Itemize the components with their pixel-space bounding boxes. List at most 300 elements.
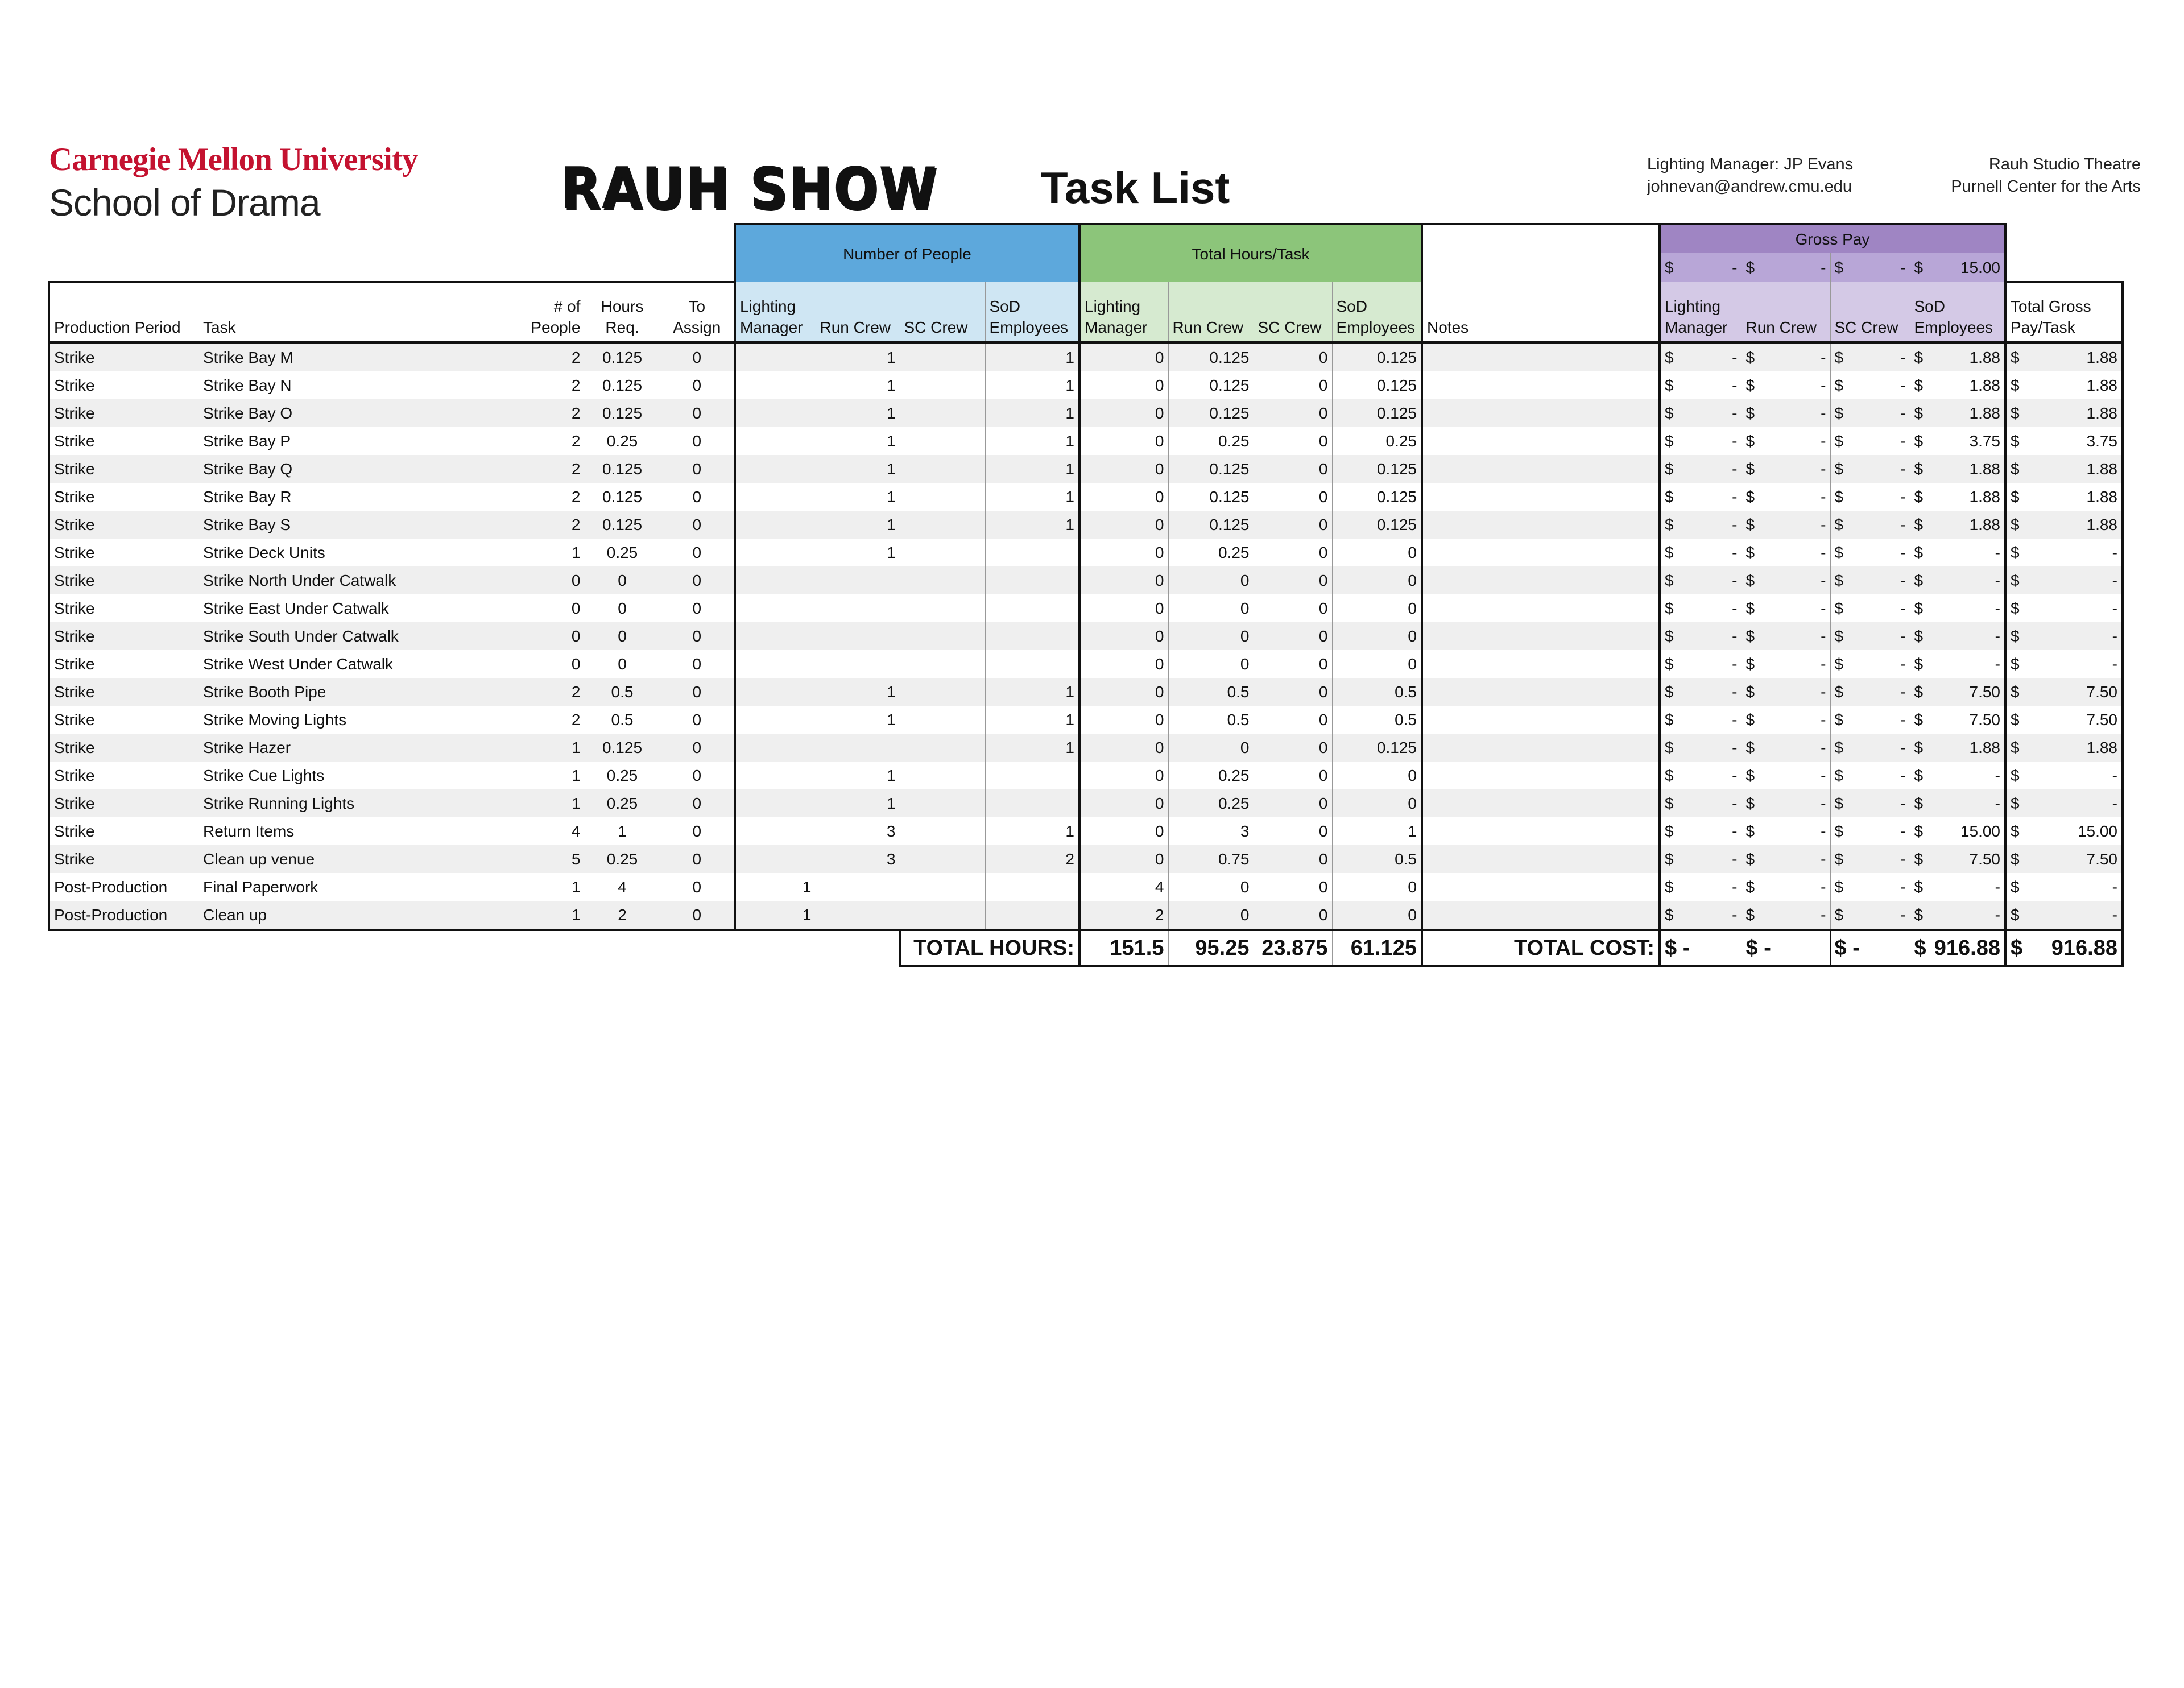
cell-pay-sod: $ 1.88 [1910, 483, 2005, 511]
cell-pay-sod: $ 1.88 [1910, 734, 2005, 762]
cell-pay-run: $ - [1742, 678, 1830, 706]
cell-num-people: 2 [571, 377, 581, 394]
university-name: Carnegie Mellon University [49, 142, 418, 177]
cell-task: Strike West Under Catwalk [203, 655, 394, 673]
cell-total-gross: $ 3.75 [2005, 427, 2123, 455]
cell-pay-run: $ - [1742, 455, 1830, 483]
cell-task: Strike North Under Catwalk [199, 566, 506, 594]
cell-people-sc [900, 594, 985, 622]
cell-period: Strike [49, 399, 199, 427]
rate-lighting-manager: $ - [1660, 253, 1742, 282]
cell-pay-sc: $ - [1830, 511, 1910, 539]
task-table [48, 223, 2124, 967]
cell-people-run: 3 [816, 845, 900, 873]
cell-hours-run: 0.5 [1168, 706, 1254, 734]
total-cost-label: TOTAL COST: [1422, 930, 1660, 966]
cell-task: Clean up [199, 901, 506, 930]
cell-period: Strike [49, 371, 199, 399]
cell-pay-lm: $ - [1665, 599, 1738, 617]
cell-pay-run: $ - [1742, 371, 1830, 399]
cell-hours-run: 0.5 [1168, 678, 1254, 706]
cell-hours-lm: 0 [1079, 845, 1168, 873]
cell-pay-run: $ - [1742, 734, 1830, 762]
manager-email[interactable]: johnevan@andrew.cmu.edu [1647, 177, 1852, 196]
cell-notes[interactable] [1422, 511, 1660, 539]
cell-notes[interactable] [1422, 817, 1660, 845]
cell-people-sod: 1 [985, 678, 1079, 706]
cell-to-assign: 0 [660, 371, 735, 399]
cell-pay-sc: $ - [1830, 427, 1910, 455]
cell-to-assign: 0 [660, 511, 735, 539]
venue-center: Purnell Center for the Arts [1951, 177, 2141, 196]
cell-to-assign: 0 [660, 622, 735, 650]
cell-to-assign: 0 [660, 845, 735, 873]
cell-notes[interactable] [1422, 622, 1660, 650]
cell-pay-lm: $ - [1660, 734, 1742, 762]
col-to-assign: To Assign [660, 282, 735, 342]
cell-hours-sc: 0 [1254, 873, 1332, 901]
cell-hours-req: 0.125 [585, 455, 660, 483]
cell-pay-sc: $ - [1830, 342, 1910, 371]
cell-task: Strike Bay O [199, 399, 506, 427]
cell-people-run [816, 566, 900, 594]
cell-people-lm [735, 789, 816, 817]
cell-hours-req: 0 [585, 650, 660, 678]
cell-pay-sc: $ - [1830, 706, 1910, 734]
cell-hours-req: 0.125 [585, 511, 660, 539]
cell-num-people: 5 [506, 845, 585, 873]
cell-pay-sc: $ - [1830, 845, 1910, 873]
cell-hours-lm: 0 [1079, 734, 1168, 762]
table-row [49, 734, 2123, 762]
cell-pay-lm: $ - [1660, 511, 1742, 539]
cell-hours-lm: 0 [1155, 767, 1164, 784]
cell-hours-sc: 0 [1254, 455, 1332, 483]
cell-hours-lm: 2 [1079, 901, 1168, 930]
cell-people-lm [735, 427, 816, 455]
cell-pay-run: $ - [1742, 399, 1830, 427]
cell-num-people: 2 [506, 399, 585, 427]
cell-pay-lm: $ - [1665, 822, 1738, 840]
col-pay-sod: SoD Employees [1910, 282, 2005, 342]
cell-people-sod: 1 [985, 427, 1079, 455]
cell-people-sc [900, 566, 985, 594]
cell-task: Return Items [203, 822, 295, 840]
cell-people-run: 1 [816, 511, 900, 539]
cell-pay-run: $ - [1742, 789, 1830, 817]
cell-hours-req: 0 [585, 622, 660, 650]
cell-hours-run: 0 [1168, 622, 1254, 650]
total-hours-sc: 23.875 [1254, 930, 1332, 966]
cell-people-sod: 1 [985, 511, 1079, 539]
cell-period: Strike [49, 594, 199, 622]
cell-people-sc [900, 511, 985, 539]
cell-pay-lm: $ - [1660, 678, 1742, 706]
cell-pay-sod: $ 7.50 [1910, 706, 2005, 734]
cell-to-assign: 0 [660, 762, 735, 789]
cell-num-people: 1 [571, 878, 581, 896]
cell-hours-sc: 0 [1254, 483, 1332, 511]
cell-people-run: 1 [816, 678, 900, 706]
cell-pay-run: $ - [1742, 342, 1830, 371]
cell-period: Strike [49, 622, 199, 650]
cell-notes[interactable] [1422, 678, 1660, 706]
cell-people-sc [900, 455, 985, 483]
cell-pay-sod: $ 7.50 [1910, 845, 2005, 873]
cell-hours-sc: 0 [1254, 566, 1332, 594]
cell-total-gross: $ - [2005, 622, 2123, 650]
cell-pay-lm: $ - [1660, 789, 1742, 817]
cell-notes[interactable] [1422, 845, 1660, 873]
cell-pay-sc: $ - [1830, 622, 1910, 650]
cell-hours-sod: 0.125 [1332, 371, 1422, 399]
col-total-gross: Total Gross Pay/Task [2005, 282, 2123, 342]
table-row [49, 455, 2123, 483]
group-number-of-people: Number of People [735, 224, 1079, 282]
cell-people-sod: 1 [985, 455, 1079, 483]
cell-hours-sod: 0 [1332, 539, 1422, 566]
cell-pay-lm: $ - [1665, 488, 1738, 506]
cell-task: Strike Bay Q [199, 455, 506, 483]
cell-people-sc [900, 789, 985, 817]
cell-hours-run: 0 [1168, 873, 1254, 901]
cell-people-sod [985, 594, 1079, 622]
cell-hours-sod: 0 [1332, 622, 1422, 650]
cell-hours-sod: 0.125 [1332, 399, 1422, 427]
cell-people-run: 1 [816, 342, 900, 371]
cell-hours-req: 0.25 [585, 427, 660, 455]
cell-total-gross: $ 7.50 [2005, 845, 2123, 873]
cell-people-lm [735, 762, 816, 789]
venue-info [1934, 154, 2141, 198]
cell-pay-sc: $ - [1830, 455, 1910, 483]
col-pay-lighting-manager: Lighting Manager [1660, 282, 1742, 342]
cell-hours-req: 0.5 [585, 706, 660, 734]
cell-to-assign: 0 [660, 483, 735, 511]
cell-hours-lm: 4 [1155, 878, 1164, 896]
cell-period: Strike [49, 566, 199, 594]
cell-people-sc [900, 342, 985, 371]
cell-people-lm [735, 483, 816, 511]
cell-pay-run: $ - [1742, 845, 1830, 873]
cell-hours-req: 1 [585, 817, 660, 845]
cell-hours-sod: 0.5 [1332, 706, 1422, 734]
cell-people-sod: 1 [985, 817, 1079, 845]
manager-name: Lighting Manager: JP Evans [1647, 155, 1854, 173]
cell-people-run: 3 [816, 817, 900, 845]
cell-hours-req: 0.125 [585, 371, 660, 399]
cell-pay-run: $ - [1742, 706, 1830, 734]
cell-total-gross: $ 7.50 [2005, 706, 2123, 734]
cell-pay-lm: $ - [1660, 901, 1742, 930]
cell-to-assign: 0 [660, 901, 735, 930]
cell-hours-run: 0.125 [1168, 399, 1254, 427]
cell-people-run [816, 594, 900, 622]
cell-pay-sc: $ - [1830, 762, 1910, 789]
cell-period: Strike [49, 650, 199, 678]
cell-hours-sc: 0 [1254, 678, 1332, 706]
cell-hours-sod: 0.125 [1332, 734, 1422, 762]
cell-people-sc [900, 371, 985, 399]
cell-people-sod [985, 539, 1079, 566]
cell-pay-lm: $ - [1660, 399, 1742, 427]
cell-hours-run: 0.75 [1168, 845, 1254, 873]
cell-pay-run: $ - [1742, 539, 1830, 566]
cell-people-run: 1 [816, 427, 900, 455]
cell-notes[interactable] [1422, 483, 1660, 511]
cell-hours-sod: 0.125 [1332, 342, 1422, 371]
cell-notes[interactable] [1422, 455, 1660, 483]
school-name: School of Drama [49, 181, 320, 224]
cell-hours-run: 0.25 [1168, 762, 1254, 789]
cell-hours-sod: 0.5 [1332, 678, 1422, 706]
cell-num-people: 0 [506, 566, 585, 594]
cell-task: Strike Cue Lights [203, 767, 325, 784]
cell-pay-run: $ - [1742, 483, 1830, 511]
table-row [49, 622, 2123, 650]
cell-people-sc [900, 399, 985, 427]
cell-hours-sod: 0 [1332, 594, 1422, 622]
cell-hours-run: 0.125 [1168, 511, 1254, 539]
cell-hours-sod: 0 [1332, 789, 1422, 817]
cell-pay-lm: $ - [1660, 845, 1742, 873]
cell-pay-sod: $ - [1910, 539, 2005, 566]
cell-hours-run: 0.25 [1168, 789, 1254, 817]
cell-notes[interactable] [1422, 789, 1660, 817]
cell-hours-lm: 0 [1079, 511, 1168, 539]
table-row [49, 762, 2123, 789]
cell-hours-lm: 0 [1079, 455, 1168, 483]
cell-pay-lm: $ - [1665, 711, 1738, 729]
cell-people-lm [735, 817, 816, 845]
table-row [49, 678, 2123, 706]
cell-hours-sc: 0 [1254, 762, 1332, 789]
cell-pay-sod: $ 7.50 [1910, 678, 2005, 706]
cell-people-sod: 1 [985, 706, 1079, 734]
cell-notes[interactable] [1422, 734, 1660, 762]
cell-pay-sod: $ 1.88 [1910, 342, 2005, 371]
total-hours-run: 95.25 [1168, 930, 1254, 966]
cell-period: Strike [49, 483, 199, 511]
cell-num-people: 4 [571, 822, 581, 840]
cell-pay-sc: $ - [1830, 873, 1910, 901]
cell-period: Post-Production [49, 901, 199, 930]
cell-pay-lm: $ - [1660, 622, 1742, 650]
cell-hours-sod: 0 [1332, 566, 1422, 594]
manager-contact [1647, 154, 1853, 198]
cell-people-sod [985, 650, 1079, 678]
venue-name: Rauh Studio Theatre [1988, 155, 2141, 173]
cell-pay-sod: $ - [1910, 622, 2005, 650]
cell-notes[interactable] [1422, 342, 1660, 371]
col-people-sod: SoD Employees [985, 282, 1079, 342]
cell-num-people: 2 [506, 511, 585, 539]
col-hours-req: Hours Req. [585, 282, 660, 342]
cell-hours-sc: 0 [1254, 371, 1332, 399]
cell-pay-run: $ - [1742, 511, 1830, 539]
cell-people-sc [900, 483, 985, 511]
cell-pay-lm: $ - [1665, 767, 1738, 784]
total-pay-sod: $ 916.88 [1910, 930, 2005, 966]
cell-pay-sod: $ 1.88 [1910, 455, 2005, 483]
cell-total-gross: $ - [2005, 539, 2123, 566]
cell-notes[interactable] [1422, 371, 1660, 399]
cell-to-assign: 0 [660, 706, 735, 734]
cell-hours-lm: 0 [1155, 488, 1164, 506]
cell-pay-lm: $ - [1665, 544, 1738, 561]
cell-pay-lm: $ - [1660, 342, 1742, 371]
cell-pay-run: $ - [1742, 873, 1830, 901]
cell-hours-sc: 0 [1254, 399, 1332, 427]
cell-hours-run: 0.125 [1168, 371, 1254, 399]
cell-people-lm [735, 706, 816, 734]
col-pay-sc-crew: SC Crew [1830, 282, 1910, 342]
cell-people-lm [735, 399, 816, 427]
cell-task: Strike Bay S [199, 511, 506, 539]
table-row [49, 650, 2123, 678]
cell-hours-sc: 0 [1254, 342, 1332, 371]
cell-total-gross: $ 1.88 [2005, 483, 2123, 511]
cell-people-sc [900, 706, 985, 734]
cell-task: Strike East Under Catwalk [203, 599, 389, 617]
cell-num-people: 1 [571, 544, 581, 561]
cell-pay-sod: $ - [1910, 594, 2005, 622]
cell-people-sc [900, 734, 985, 762]
cell-people-sod: 1 [985, 483, 1079, 511]
cell-to-assign: 0 [660, 566, 735, 594]
cell-task: Strike Running Lights [199, 789, 506, 817]
cell-hours-sc: 0 [1254, 650, 1332, 678]
cell-hours-run: 0 [1168, 594, 1254, 622]
cell-people-sc [900, 539, 985, 566]
cell-task: Strike Bay P [203, 432, 291, 450]
rate-run-crew: $ - [1742, 253, 1830, 282]
cell-task: Final Paperwork [203, 878, 318, 896]
cell-period: Strike [49, 789, 199, 817]
cell-pay-run: $ - [1742, 901, 1830, 930]
cell-notes[interactable] [1422, 566, 1660, 594]
cell-notes[interactable] [1422, 399, 1660, 427]
cell-pay-sod: $ 1.88 [1910, 511, 2005, 539]
group-gross-pay: Gross Pay [1660, 224, 2005, 253]
cell-period: Strike [49, 706, 199, 734]
cell-hours-sc: 0 [1254, 622, 1332, 650]
cell-pay-run: $ - [1742, 594, 1830, 622]
cell-people-sod [985, 873, 1079, 901]
cell-people-run: 1 [816, 455, 900, 483]
cell-pay-sc: $ - [1830, 594, 1910, 622]
cell-hours-req: 0.25 [585, 762, 660, 789]
cell-people-run: 1 [816, 539, 900, 566]
cell-pay-sc: $ - [1830, 789, 1910, 817]
cell-notes[interactable] [1422, 762, 1660, 789]
cell-to-assign: 0 [660, 734, 735, 762]
cell-hours-sc: 0 [1254, 706, 1332, 734]
table-row [49, 539, 2123, 566]
cell-people-sc [900, 427, 985, 455]
cell-hours-req: 4 [585, 873, 660, 901]
table-row [49, 873, 2123, 901]
cell-task: Strike Bay M [199, 342, 506, 371]
cell-notes[interactable] [1422, 706, 1660, 734]
cell-people-lm: 1 [735, 901, 816, 930]
cell-hours-req: 0.125 [585, 483, 660, 511]
cell-notes[interactable] [1422, 539, 1660, 566]
cell-hours-run: 0 [1168, 650, 1254, 678]
cell-notes[interactable] [1422, 427, 1660, 455]
cell-period: Strike [49, 427, 199, 455]
cell-hours-run: 0.25 [1168, 539, 1254, 566]
cell-people-lm [735, 566, 816, 594]
cell-notes[interactable] [1422, 873, 1660, 901]
cell-people-sod [985, 901, 1079, 930]
cell-hours-sod: 0 [1332, 873, 1422, 901]
cell-hours-lm: 0 [1155, 711, 1164, 729]
cell-task: Strike Bay R [203, 488, 292, 506]
table-row [49, 817, 2123, 845]
cell-hours-req: 0.125 [585, 399, 660, 427]
col-notes: Notes [1422, 282, 1660, 342]
table-row [49, 594, 2123, 622]
cell-notes[interactable] [1422, 901, 1660, 930]
cell-notes[interactable] [1422, 650, 1660, 678]
cell-to-assign: 0 [660, 650, 735, 678]
cell-num-people: 2 [571, 432, 581, 450]
col-people-lighting-manager: Lighting Manager [735, 282, 816, 342]
cell-people-lm [735, 539, 816, 566]
cell-hours-lm: 0 [1079, 342, 1168, 371]
cell-hours-sc: 0 [1254, 817, 1332, 845]
cell-task: Strike Bay N [203, 377, 292, 394]
cell-people-run [816, 734, 900, 762]
cell-pay-lm: $ - [1665, 377, 1738, 394]
table-row [49, 399, 2123, 427]
cell-total-gross: $ 1.88 [2005, 734, 2123, 762]
cell-num-people: 0 [571, 655, 581, 673]
cell-pay-sc: $ - [1830, 371, 1910, 399]
cell-hours-req: 0.25 [585, 539, 660, 566]
cell-num-people: 2 [506, 342, 585, 371]
cell-hours-sod: 0.125 [1332, 455, 1422, 483]
cell-num-people: 0 [506, 622, 585, 650]
totals-row [49, 930, 2123, 966]
cell-period: Strike [49, 455, 199, 483]
cell-num-people: 1 [506, 734, 585, 762]
cell-total-gross: $ - [2005, 650, 2123, 678]
cell-total-gross: $ - [2005, 789, 2123, 817]
cell-people-lm [735, 734, 816, 762]
cell-total-gross: $ 1.88 [2005, 511, 2123, 539]
table-row [49, 483, 2123, 511]
cell-hours-sc: 0 [1254, 427, 1332, 455]
cell-pay-sod: $ - [1910, 873, 2005, 901]
cell-pay-run: $ - [1742, 427, 1830, 455]
cell-pay-lm: $ - [1665, 878, 1738, 896]
cell-total-gross: $ - [2005, 901, 2123, 930]
cell-task: Strike Deck Units [203, 544, 325, 561]
cell-people-sc [900, 622, 985, 650]
cell-task: Strike Booth Pipe [199, 678, 506, 706]
cell-pay-lm: $ - [1660, 566, 1742, 594]
cell-hours-run: 0.25 [1168, 427, 1254, 455]
cell-to-assign: 0 [660, 342, 735, 371]
cell-people-sc [900, 678, 985, 706]
cell-notes[interactable] [1422, 594, 1660, 622]
cell-total-gross: $ 1.88 [2005, 342, 2123, 371]
table-row [49, 566, 2123, 594]
cell-hours-req: 0 [585, 566, 660, 594]
cell-people-sod: 1 [985, 371, 1079, 399]
